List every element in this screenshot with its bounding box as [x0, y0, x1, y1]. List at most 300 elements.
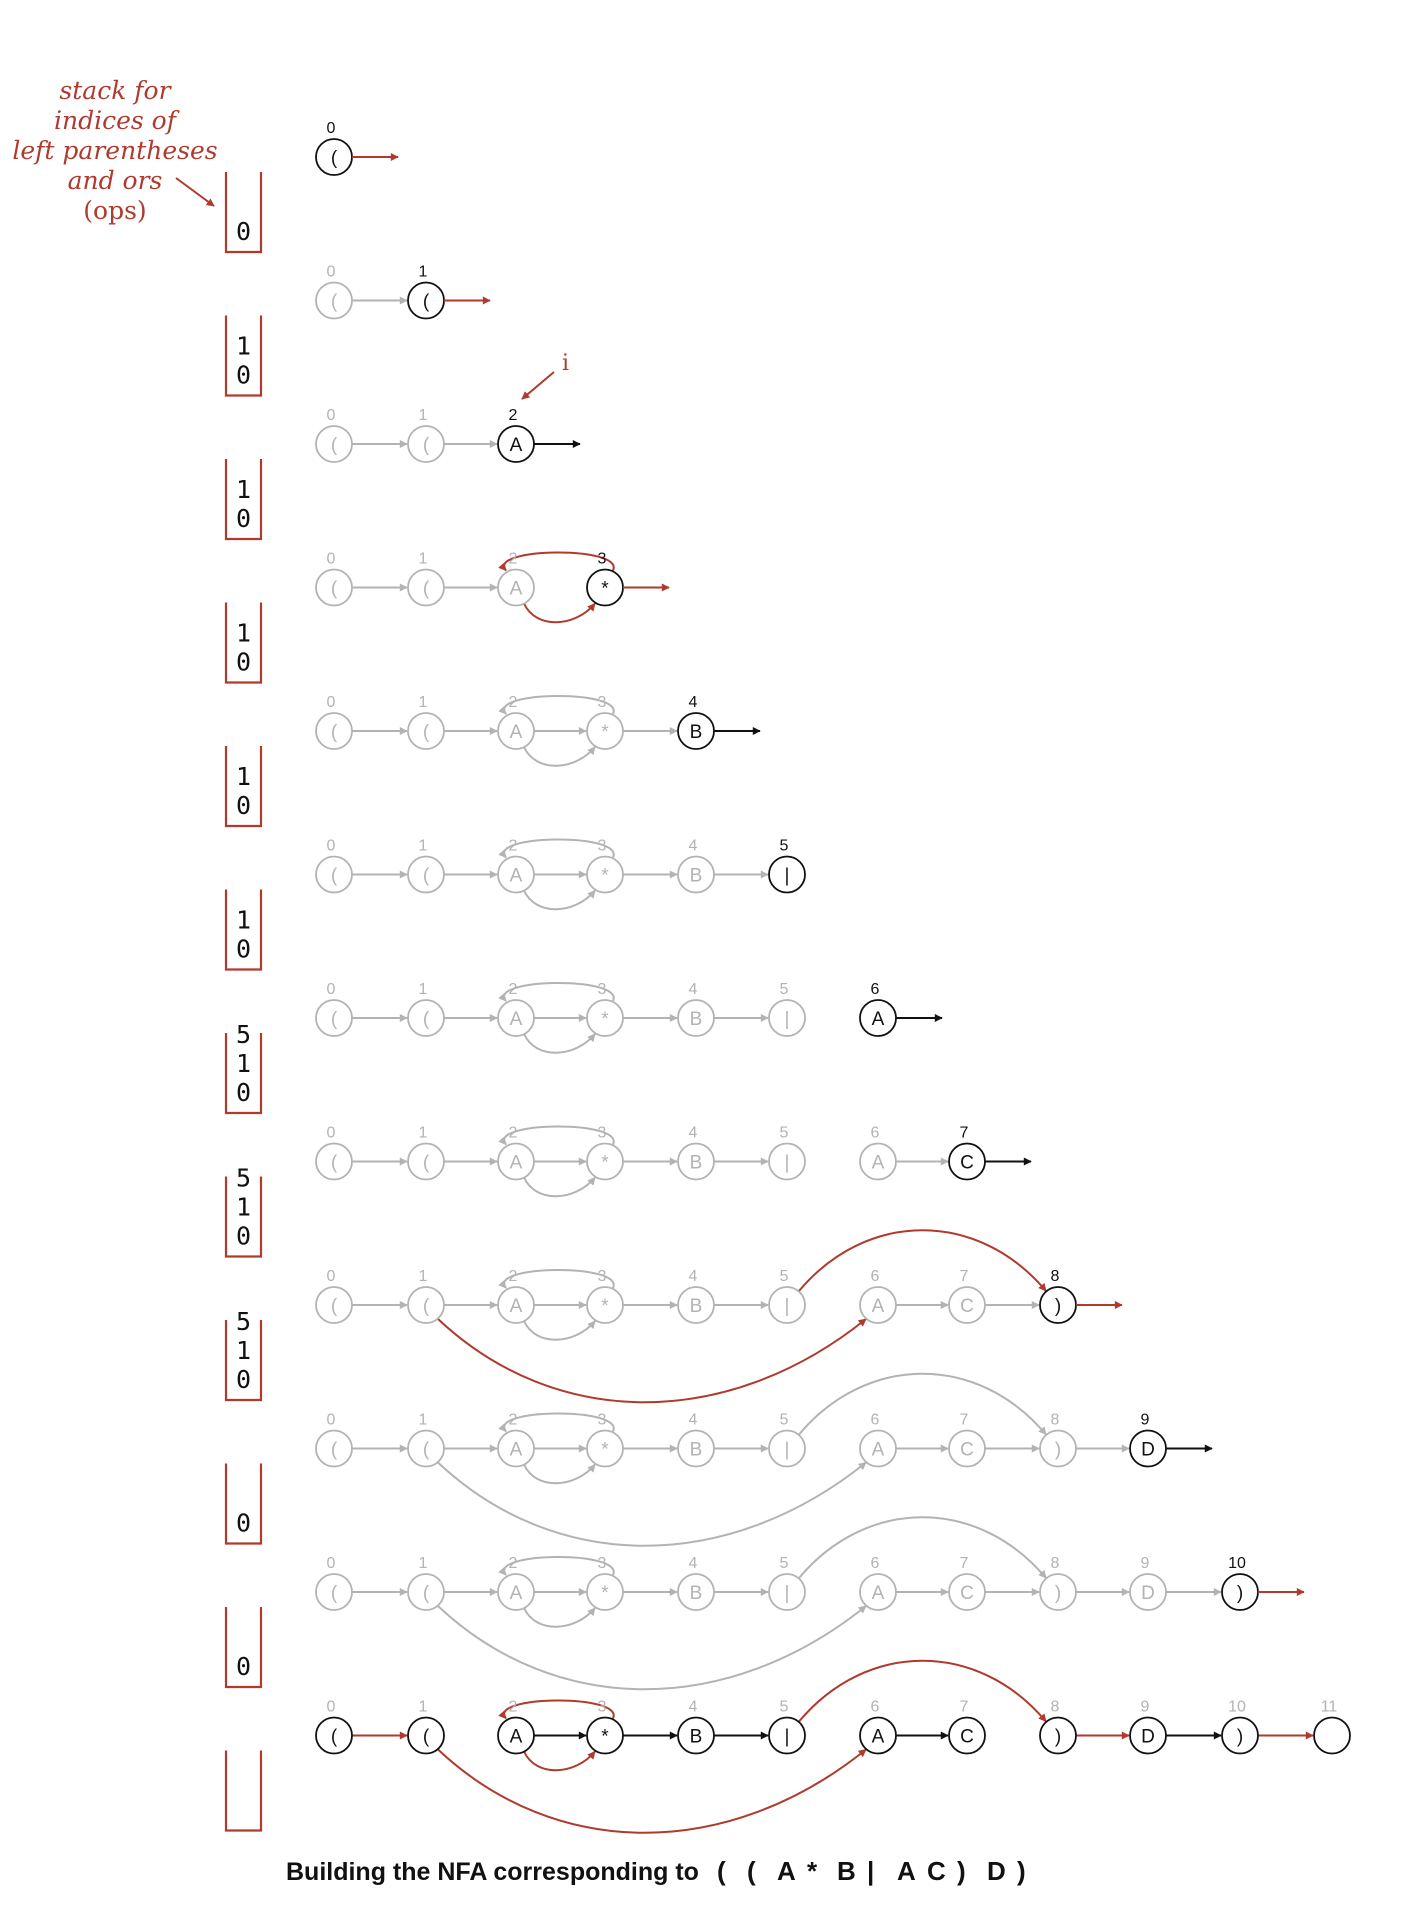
- state-index: 0: [326, 1555, 336, 1572]
- caption-regex-symbol: ): [1016, 1856, 1026, 1886]
- state-index: 6: [870, 1268, 880, 1285]
- state-symbol: A: [509, 1726, 523, 1748]
- nfa-state-1: [408, 1125, 444, 1180]
- state-index: 8: [1050, 1555, 1060, 1572]
- state-symbol: A: [509, 1583, 523, 1604]
- nfa-state-5: [769, 1268, 805, 1323]
- nfa-step-2: [226, 351, 580, 539]
- state-index: 3: [597, 1268, 607, 1285]
- state-index: 4: [688, 1555, 698, 1572]
- nfa-state-2: [498, 1268, 534, 1323]
- nfa-state-4: [678, 1699, 714, 1754]
- nfa-step-11: [226, 1661, 1350, 1833]
- nfa-state-0: [316, 838, 352, 893]
- nfa-state-7: [949, 1699, 985, 1754]
- state-index: 3: [597, 694, 607, 711]
- stack-entry: 1: [235, 762, 252, 791]
- nfa-state-3: [587, 694, 623, 749]
- state-index: 5: [779, 981, 789, 998]
- state-symbol: C: [960, 1726, 974, 1748]
- state-index: 10: [1228, 1698, 1246, 1716]
- state-index: 3: [597, 981, 607, 998]
- stack-entry: 1: [235, 475, 252, 504]
- epsilon-arc: [524, 1034, 595, 1053]
- state-index: 7: [959, 1698, 969, 1716]
- ops-stack: [226, 1164, 261, 1257]
- nfa-state-0: [316, 1268, 352, 1323]
- state-index: 0: [326, 1124, 336, 1142]
- state-symbol: (: [330, 578, 338, 600]
- nfa-state-1: [408, 694, 444, 749]
- state-symbol: *: [601, 1009, 609, 1030]
- stack-entry: 0: [235, 1365, 252, 1394]
- state-index: 5: [779, 1555, 789, 1572]
- state-index: 7: [959, 1268, 969, 1285]
- state-symbol: (: [330, 291, 338, 313]
- state-symbol: C: [960, 1152, 974, 1174]
- state-symbol: B: [689, 1439, 703, 1461]
- state-index: 0: [326, 407, 336, 424]
- state-symbol: A: [871, 1583, 885, 1604]
- nfa-state-8: [1040, 1555, 1076, 1610]
- nfa-state-3: [587, 981, 623, 1036]
- nfa-state-2: [498, 1125, 534, 1180]
- nfa-state-4: [678, 1125, 714, 1180]
- state-index: 0: [326, 981, 336, 998]
- state-index: 9: [1140, 1698, 1150, 1716]
- nfa-state-0: [316, 551, 352, 606]
- state-index: 1: [418, 1124, 428, 1142]
- state-index: 1: [418, 1411, 428, 1429]
- nfa-state-2: [498, 1412, 534, 1467]
- nfa-step-7: [226, 1125, 1031, 1257]
- nfa-state-10: [1222, 1699, 1258, 1754]
- nfa-state-5: [769, 1412, 805, 1467]
- state-symbol: B: [689, 1583, 703, 1604]
- annotation-arrow: [176, 178, 214, 206]
- state-symbol: *: [601, 578, 609, 600]
- state-index: 1: [418, 837, 428, 855]
- nfa-steps: [226, 120, 1350, 1833]
- state-index: 9: [1140, 1411, 1150, 1429]
- stack-entry: 5: [235, 1020, 252, 1049]
- state-symbol: (: [330, 1296, 338, 1317]
- epsilon-arc: [524, 747, 595, 766]
- state-symbol: A: [871, 1439, 885, 1461]
- state-symbol: D: [1141, 1439, 1155, 1461]
- state-symbol: (: [330, 1009, 338, 1030]
- pointer-arrow: [522, 372, 554, 399]
- state-symbol: (: [422, 865, 430, 887]
- nfa-state-3: [587, 551, 623, 606]
- nfa-state-3: [587, 1555, 623, 1610]
- state-symbol: |: [784, 1152, 790, 1174]
- nfa-step-1: [226, 264, 490, 396]
- state-symbol: A: [509, 435, 523, 456]
- state-symbol: *: [601, 1439, 609, 1461]
- state-index: 4: [688, 1124, 698, 1142]
- nfa-state-1: [408, 1268, 444, 1323]
- state-index: 5: [779, 1698, 789, 1716]
- nfa-state-2: [498, 981, 534, 1036]
- state-index: 2: [508, 1268, 518, 1285]
- nfa-state-1: [408, 1412, 444, 1467]
- state-index: 1: [418, 263, 428, 281]
- state-index: 5: [779, 1124, 789, 1142]
- state-index: 11: [1320, 1698, 1338, 1716]
- epsilon-arc: [438, 1319, 866, 1402]
- nfa-state-10: [1222, 1555, 1258, 1610]
- caption-regex-symbol: (: [716, 1856, 726, 1886]
- state-index: 1: [418, 981, 428, 998]
- state-index: 3: [597, 837, 607, 855]
- state-symbol: *: [601, 865, 609, 887]
- ops-stack: [226, 603, 261, 683]
- state-index: 5: [779, 1411, 789, 1429]
- epsilon-arc: [524, 604, 595, 623]
- ops-stack: [226, 1607, 261, 1687]
- stack-entry: 0: [235, 934, 252, 964]
- nfa-state-2: [498, 551, 534, 606]
- caption-regex-symbol: A: [776, 1856, 796, 1886]
- state-symbol: *: [601, 1296, 609, 1317]
- caption-regex-symbol: C: [926, 1856, 946, 1886]
- nfa-state-0: [316, 264, 352, 319]
- state-index: 10: [1228, 1555, 1246, 1572]
- nfa-state-1: [408, 1699, 444, 1754]
- state-index: 5: [779, 1268, 789, 1285]
- state-symbol: |: [784, 1583, 790, 1604]
- nfa-state-3: [587, 1125, 623, 1180]
- state-index: 4: [688, 694, 698, 711]
- state-index: 7: [959, 1124, 969, 1142]
- epsilon-arc: [799, 1661, 1046, 1722]
- state-index: 1: [418, 694, 428, 711]
- epsilon-arc: [438, 1463, 866, 1546]
- state-index: 2: [508, 981, 518, 998]
- annotation-line: and ors: [67, 166, 163, 195]
- stack-annotation: [12, 76, 217, 225]
- epsilon-arc: [438, 1750, 866, 1833]
- nfa-state-0: [316, 407, 352, 462]
- state-index: 2: [508, 1411, 518, 1429]
- stack-entry: 0: [235, 217, 252, 246]
- state-index: 2: [508, 1124, 518, 1142]
- nfa-step-9: [226, 1374, 1212, 1546]
- nfa-state-7: [949, 1412, 985, 1467]
- state-index: 1: [418, 1268, 428, 1285]
- stack-entry: 0: [235, 1652, 252, 1681]
- state-symbol: (: [330, 435, 338, 456]
- nfa-state-1: [408, 551, 444, 606]
- state-index: 5: [779, 837, 789, 855]
- nfa-state-5: [769, 838, 805, 893]
- nfa-state-4: [678, 838, 714, 893]
- stack-entry: 0: [235, 1078, 252, 1107]
- nfa-state-4: [678, 1412, 714, 1467]
- stack-entry: 1: [235, 618, 252, 648]
- state-symbol: (: [422, 291, 430, 313]
- state-index: 2: [508, 407, 518, 424]
- nfa-step-4: [226, 694, 760, 826]
- caption-regex: [717, 1856, 1026, 1886]
- caption-regex-symbol: ): [956, 1856, 966, 1886]
- state-symbol: B: [689, 1009, 703, 1030]
- stack-entry: 0: [235, 647, 252, 677]
- nfa-state-7: [949, 1555, 985, 1610]
- nfa-state-3: [587, 1268, 623, 1323]
- nfa-state-5: [769, 1699, 805, 1754]
- epsilon-arc: [799, 1374, 1046, 1435]
- state-symbol: A: [871, 1009, 885, 1030]
- nfa-state-0: [316, 981, 352, 1036]
- nfa-state-3: [587, 838, 623, 893]
- ops-stack: [226, 746, 261, 826]
- state-symbol: (: [422, 1583, 430, 1604]
- stack-entry: 5: [235, 1307, 252, 1336]
- nfa-state-7: [949, 1125, 985, 1180]
- state-symbol: (: [330, 722, 338, 743]
- ops-stack: [226, 316, 261, 396]
- nfa-state-9: [1130, 1699, 1166, 1754]
- nfa-state-6: [860, 1125, 896, 1180]
- nfa-state-1: [408, 981, 444, 1036]
- caption-regex-symbol: *: [806, 1856, 818, 1886]
- state-symbol: A: [509, 1152, 523, 1174]
- state-symbol: C: [960, 1439, 974, 1461]
- nfa-state-5: [769, 981, 805, 1036]
- state-index: 4: [688, 1698, 698, 1716]
- ops-stack: [226, 1020, 261, 1113]
- state-symbol: C: [960, 1583, 974, 1604]
- nfa-step-0: [226, 120, 398, 252]
- state-symbol: (: [422, 1439, 430, 1461]
- nfa-state-6: [860, 1268, 896, 1323]
- epsilon-arc: [438, 1606, 866, 1689]
- state-symbol: B: [689, 865, 703, 887]
- nfa-state-0: [316, 1699, 352, 1754]
- state-symbol: (: [422, 722, 430, 743]
- state-symbol: *: [601, 1726, 609, 1748]
- state-index: 4: [688, 1268, 698, 1285]
- pointer-i: [522, 351, 569, 399]
- nfa-state-0: [316, 1412, 352, 1467]
- state-symbol: (: [330, 1583, 338, 1604]
- state-index: 6: [870, 1555, 880, 1572]
- state-index: 0: [326, 263, 336, 281]
- state-index: 0: [326, 120, 336, 137]
- epsilon-arc: [524, 1178, 595, 1197]
- state-symbol: B: [689, 1152, 703, 1174]
- figure-caption: Building the NFA corresponding to: [286, 1858, 699, 1886]
- nfa-state-11: [1314, 1699, 1350, 1754]
- caption-regex-symbol: A: [896, 1856, 916, 1886]
- epsilon-arc: [524, 1321, 595, 1340]
- nfa-state-1: [408, 407, 444, 462]
- state-index: 4: [688, 837, 698, 855]
- nfa-state-9: [1130, 1412, 1166, 1467]
- stack-entry: 1: [235, 331, 252, 361]
- state-symbol: A: [871, 1296, 885, 1317]
- epsilon-arc: [524, 1608, 595, 1627]
- state-symbol: A: [509, 1439, 523, 1461]
- nfa-step-3: [226, 551, 669, 683]
- caption-regex-symbol: B: [836, 1856, 856, 1886]
- stack-entry: 1: [235, 905, 252, 935]
- state-symbol: A: [509, 1009, 523, 1030]
- nfa-state-2: [498, 407, 534, 462]
- state-index: 0: [326, 694, 336, 711]
- annotation-line: indices of: [54, 106, 176, 135]
- state-symbol: |: [784, 1726, 790, 1748]
- state-symbol: (: [422, 1726, 430, 1748]
- state-symbol: (: [422, 1296, 430, 1317]
- caption-regex-symbol: |: [866, 1856, 875, 1886]
- nfa-step-8: [226, 1230, 1122, 1402]
- stack-entry: 5: [235, 1163, 252, 1193]
- pointer-label: i: [562, 351, 570, 376]
- stack-entry: 1: [235, 1336, 252, 1365]
- state-symbol: ): [1054, 1296, 1062, 1317]
- nfa-state-2: [498, 694, 534, 749]
- nfa-state-4: [678, 694, 714, 749]
- epsilon-arc: [799, 1230, 1046, 1291]
- nfa-state-1: [408, 838, 444, 893]
- state-index: 2: [508, 1698, 518, 1716]
- state-index: 3: [597, 1698, 607, 1716]
- nfa-state-8: [1040, 1268, 1076, 1323]
- state-symbol: A: [871, 1726, 885, 1748]
- state-symbol: ): [1054, 1439, 1062, 1461]
- nfa-step-5: [226, 838, 805, 970]
- state-symbol: D: [1141, 1583, 1155, 1604]
- epsilon-arc: [524, 891, 595, 910]
- state-index: 3: [597, 1411, 607, 1429]
- state-symbol: B: [689, 722, 703, 743]
- nfa-state-1: [408, 1555, 444, 1610]
- state-symbol: *: [601, 722, 609, 743]
- annotation-line: left parentheses: [12, 136, 218, 165]
- state-circle: [1314, 1718, 1350, 1754]
- nfa-state-3: [587, 1699, 623, 1754]
- state-index: 3: [597, 1124, 607, 1142]
- state-index: 2: [508, 1555, 518, 1572]
- nfa-state-4: [678, 1268, 714, 1323]
- state-symbol: ): [1236, 1583, 1244, 1604]
- state-index: 0: [326, 550, 336, 568]
- state-symbol: *: [601, 1583, 609, 1604]
- state-symbol: A: [509, 722, 523, 743]
- nfa-state-6: [860, 1699, 896, 1754]
- state-index: 2: [508, 837, 518, 855]
- state-symbol: |: [784, 1439, 790, 1461]
- state-index: 0: [326, 837, 336, 855]
- state-symbol: ): [1054, 1726, 1062, 1748]
- state-symbol: (: [330, 148, 338, 169]
- state-symbol: |: [784, 865, 790, 887]
- nfa-state-2: [498, 838, 534, 893]
- state-index: 0: [326, 1698, 336, 1716]
- ops-stack: [226, 172, 261, 252]
- nfa-state-6: [860, 1555, 896, 1610]
- nfa-state-0: [316, 1555, 352, 1610]
- state-symbol: A: [509, 1296, 523, 1317]
- state-symbol: (: [330, 1726, 338, 1748]
- state-symbol: |: [784, 1296, 790, 1317]
- nfa-state-0: [316, 120, 352, 175]
- state-index: 6: [870, 981, 880, 998]
- state-index: 7: [959, 1411, 969, 1429]
- nfa-state-9: [1130, 1555, 1166, 1610]
- nfa-state-0: [316, 694, 352, 749]
- state-index: 4: [688, 1411, 698, 1429]
- state-symbol: C: [960, 1296, 974, 1317]
- nfa-state-8: [1040, 1699, 1076, 1754]
- state-symbol: (: [422, 578, 430, 600]
- nfa-state-7: [949, 1268, 985, 1323]
- nfa-state-2: [498, 1699, 534, 1754]
- annotation-line: (ops): [83, 196, 147, 225]
- state-symbol: |: [784, 1009, 790, 1030]
- state-index: 9: [1140, 1555, 1150, 1572]
- caption-regex-symbol: D: [986, 1856, 1006, 1886]
- stack-entry: 0: [235, 504, 252, 533]
- state-index: 1: [418, 550, 428, 568]
- state-index: 1: [418, 1555, 428, 1572]
- state-symbol: B: [689, 1296, 703, 1317]
- nfa-state-5: [769, 1125, 805, 1180]
- state-symbol: (: [330, 1152, 338, 1174]
- state-symbol: (: [422, 1009, 430, 1030]
- stack-entry: 0: [235, 360, 252, 390]
- epsilon-arc: [799, 1517, 1046, 1578]
- nfa-state-6: [860, 981, 896, 1036]
- state-symbol: *: [601, 1152, 609, 1174]
- state-index: 2: [508, 550, 518, 568]
- epsilon-arc: [524, 1465, 595, 1484]
- ops-stack: [226, 890, 261, 970]
- state-symbol: A: [509, 578, 523, 600]
- annotation-line: stack for: [59, 76, 171, 105]
- state-symbol: A: [871, 1152, 885, 1174]
- nfa-step-6: [226, 981, 942, 1113]
- state-symbol: A: [509, 865, 523, 887]
- state-index: 8: [1050, 1268, 1060, 1285]
- nfa-state-3: [587, 1412, 623, 1467]
- state-index: 1: [418, 407, 428, 424]
- nfa-state-6: [860, 1412, 896, 1467]
- nfa-step-10: [226, 1517, 1304, 1689]
- state-index: 6: [870, 1124, 880, 1142]
- state-index: 8: [1050, 1411, 1060, 1429]
- state-index: 7: [959, 1555, 969, 1572]
- stack-entry: 1: [235, 1192, 252, 1222]
- nfa-state-2: [498, 1555, 534, 1610]
- stack-entry: 0: [235, 1508, 252, 1538]
- ops-stack: [226, 1464, 261, 1544]
- nfa-state-4: [678, 981, 714, 1036]
- caption-regex-symbol: (: [746, 1856, 756, 1886]
- nfa-state-0: [316, 1125, 352, 1180]
- stack-entry: 1: [235, 1049, 252, 1078]
- ops-stack: [226, 1307, 261, 1400]
- nfa-state-5: [769, 1555, 805, 1610]
- state-index: 3: [597, 1555, 607, 1572]
- state-symbol: (: [330, 1439, 338, 1461]
- ops-stack: [226, 1751, 261, 1831]
- state-symbol: ): [1236, 1726, 1244, 1748]
- ops-stack: [226, 459, 261, 539]
